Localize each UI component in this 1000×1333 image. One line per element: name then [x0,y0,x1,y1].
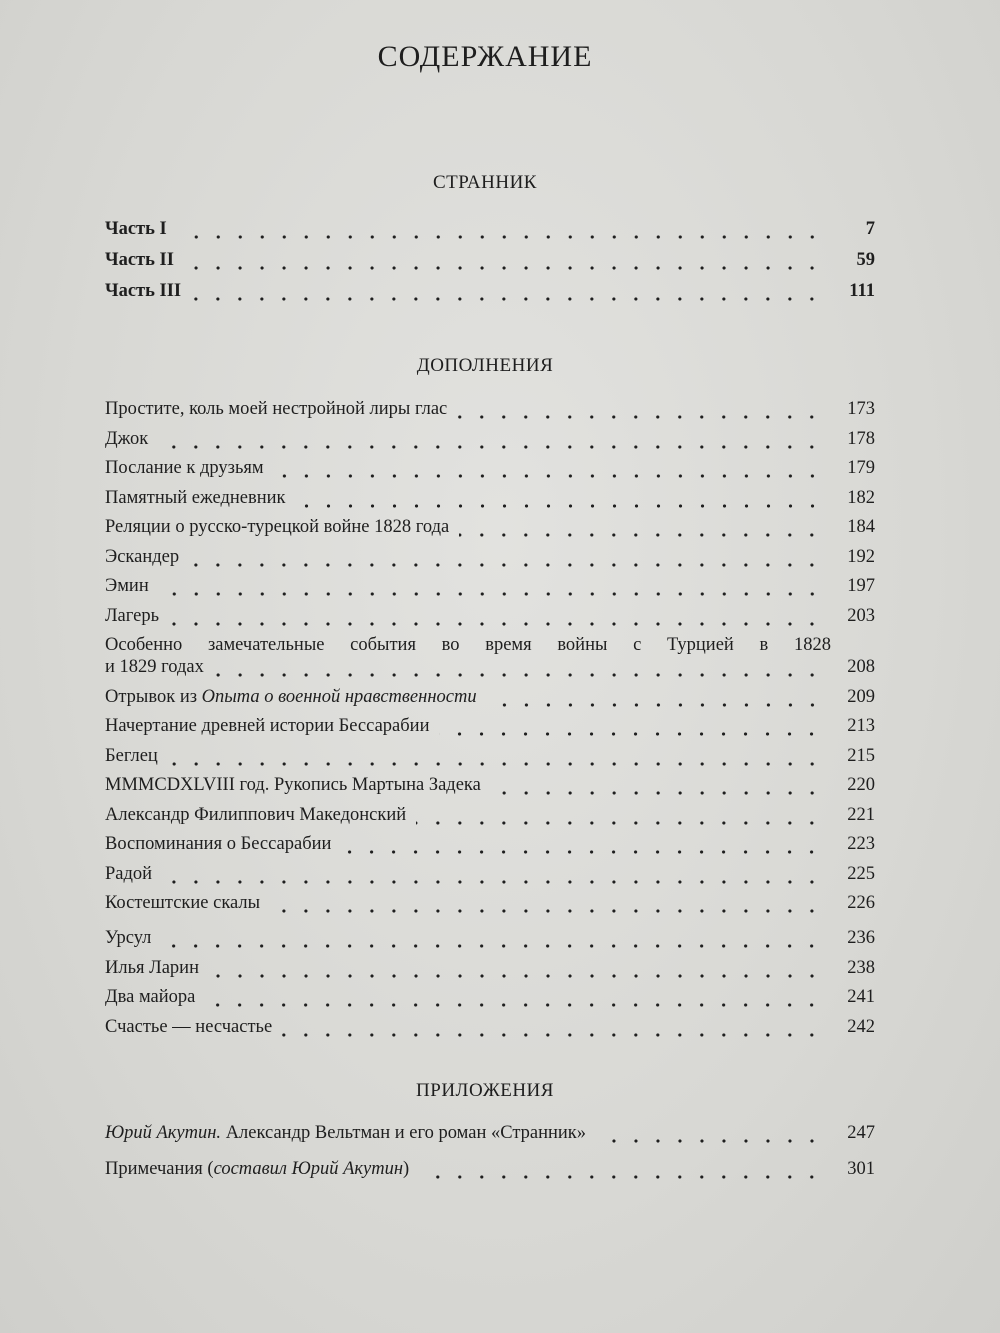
dot-leader [177,218,823,240]
toc-entry-label: Воспоминания о Бессарабии [105,834,332,854]
dot-leader [169,605,823,627]
section-heading-dopolneniya: ДОПОЛНЕНИЯ [416,355,554,376]
word: в [759,635,769,655]
toc-entry-page: 179 [847,458,875,478]
toc-entry-label: Александр Филиппович Македонский [105,804,407,825]
toc-entry-page: 226 [847,893,875,913]
dot-leader [296,487,824,509]
toc-entry-label: Лагерь [105,605,160,626]
toc-entry-label [105,1158,419,1180]
dot-leader [341,833,823,855]
label-prefix: Отрывок из [105,686,198,707]
word: события [350,635,416,655]
toc-entry-label: Реляции о русско-турецкой войне 1828 года [105,517,450,537]
toc-entry-page: 184 [847,517,875,537]
label-italic: Опыта о военной нравственности [201,686,477,707]
dot-leader [162,863,823,885]
word: во [441,635,460,655]
section-heading-strannik: СТРАННИК [433,172,537,193]
dot-leader [158,428,823,450]
label-italic: составил Юрий Акутин [213,1159,404,1179]
dot-leader [419,1158,823,1180]
toc-entry [105,516,875,538]
dot-leader [491,774,823,796]
toc-entry [105,804,875,826]
section-heading-prilozheniya: ПРИЛОЖЕНИЯ [416,1080,554,1101]
toc-list-prilozheniya [105,1122,875,1180]
toc-entry-page: 209 [847,686,875,707]
toc-entry-label-line2: и 1829 годах [105,657,204,677]
label-rest: Александр Вельтман и его роман «Странник» [221,1123,587,1143]
toc-entry-label: Эскандер [105,546,180,567]
toc-entry [105,605,875,627]
dot-leader [282,1016,823,1038]
toc-entry [105,634,875,678]
dot-leader [439,715,823,737]
toc-entry [105,833,875,855]
toc-list-strannik [105,218,875,302]
dot-leader [459,516,823,538]
toc-entry-page: 203 [847,605,875,626]
word: с [633,635,642,655]
word: Турцией [667,635,734,655]
toc-entry-label: Радой [105,863,153,884]
toc-entry-label: Часть I [105,219,167,239]
dot-leader [209,957,823,979]
toc-entry [105,218,875,240]
toc-entry-page: 236 [847,928,875,948]
toc-entry-page: 221 [847,804,875,825]
toc-entry-page: 220 [847,775,875,795]
dot-leader [205,986,823,1008]
dot-leader [168,745,823,767]
dot-leader [161,927,823,949]
toc-entry-label: Счастье — несчастье [105,1016,273,1037]
toc-entry [105,745,875,767]
toc-entry-page: 178 [847,428,875,449]
toc-entry [105,686,875,708]
toc-entry-page: 223 [847,834,875,854]
toc-entry-label: Урсул [105,928,152,948]
toc-entry-page: 213 [847,716,875,736]
toc-entry [105,986,875,1008]
toc-entry-label: Джок [105,428,149,449]
toc-entry-page: 182 [847,487,875,508]
toc-entry-label: Эмин [105,576,149,596]
toc-entry-label: Два майора [105,987,196,1007]
toc-entry-label [105,686,487,708]
word: 1828 [793,635,831,655]
toc-entry [105,546,875,568]
toc-entry-label: Начертание древней истории Бессарабии [105,716,430,736]
toc-entry-page: 242 [847,1016,875,1037]
word: время [485,635,532,655]
toc-entry [105,1016,875,1038]
toc-entry-label: Костештские скалы [105,893,261,913]
toc-entry-label: Часть II [105,250,174,270]
dot-leader [487,686,823,708]
toc-entry-line2 [105,656,875,678]
dot-leader [457,398,823,420]
toc-entry-label: MMMCDXLVIII год. Рукопись Мартына Задека [105,775,481,795]
toc-entry-page: 7 [865,219,875,239]
dot-leader [596,1122,823,1144]
toc-entry [105,957,875,979]
toc-entry-label: Послание к друзьям [105,458,264,478]
word: замечательные [207,635,325,655]
toc-entry-page: 247 [847,1123,875,1143]
label-suffix: ) [403,1159,410,1179]
toc-entry [105,398,875,420]
toc-entry [105,249,875,271]
toc-entry-label-line1 [105,634,875,656]
label-prefix: Примечания ( [105,1159,214,1179]
toc-entry [105,1122,875,1144]
toc-entry-page: 215 [847,745,875,766]
dot-leader [191,280,823,302]
toc-entry [105,280,875,302]
toc-entry [105,575,875,597]
toc-entry [105,428,875,450]
dot-leader [274,457,823,479]
toc-entry-page: 301 [847,1159,875,1179]
toc-entry [105,927,875,949]
toc-entry [105,1158,875,1180]
toc-entry-page: 238 [847,957,875,978]
dot-leader [416,804,823,826]
toc-list-dopolneniya [105,398,875,1038]
toc-entry [105,774,875,796]
toc-entry-label: Илья Ларин [105,957,199,978]
word: Особенно [105,635,183,655]
toc-entry-page: 208 [847,657,875,677]
toc-entry-page: 111 [849,281,875,301]
toc-entry-label: Памятный ежедневник [105,487,286,508]
toc-entry-page: 225 [847,863,875,884]
toc-entry-label: Простите, коль моей нестройной лиры глас [105,399,448,419]
dot-leader [159,575,823,597]
toc-entry-label: Часть III [105,281,182,301]
toc-entry-page: 59 [856,250,875,270]
word: войны [557,635,608,655]
toc-entry [105,457,875,479]
toc-entry-page: 173 [847,399,875,419]
dot-leader [214,656,823,678]
toc-entry [105,863,875,885]
toc-entry [105,715,875,737]
toc-entry-page: 241 [847,987,875,1007]
dot-leader [184,249,823,271]
dot-leader [189,546,823,568]
toc-entry-page: 192 [847,546,875,567]
toc-entry-label: Беглец [105,745,158,766]
dot-leader [270,892,823,914]
page-title: СОДЕРЖАНИЕ [377,40,593,73]
label-italic: Юрий Акутин. [105,1123,222,1143]
toc-entry [105,487,875,509]
toc-entry-label [105,1122,596,1144]
toc-entry-page: 197 [847,576,875,596]
toc-entry [105,892,875,914]
